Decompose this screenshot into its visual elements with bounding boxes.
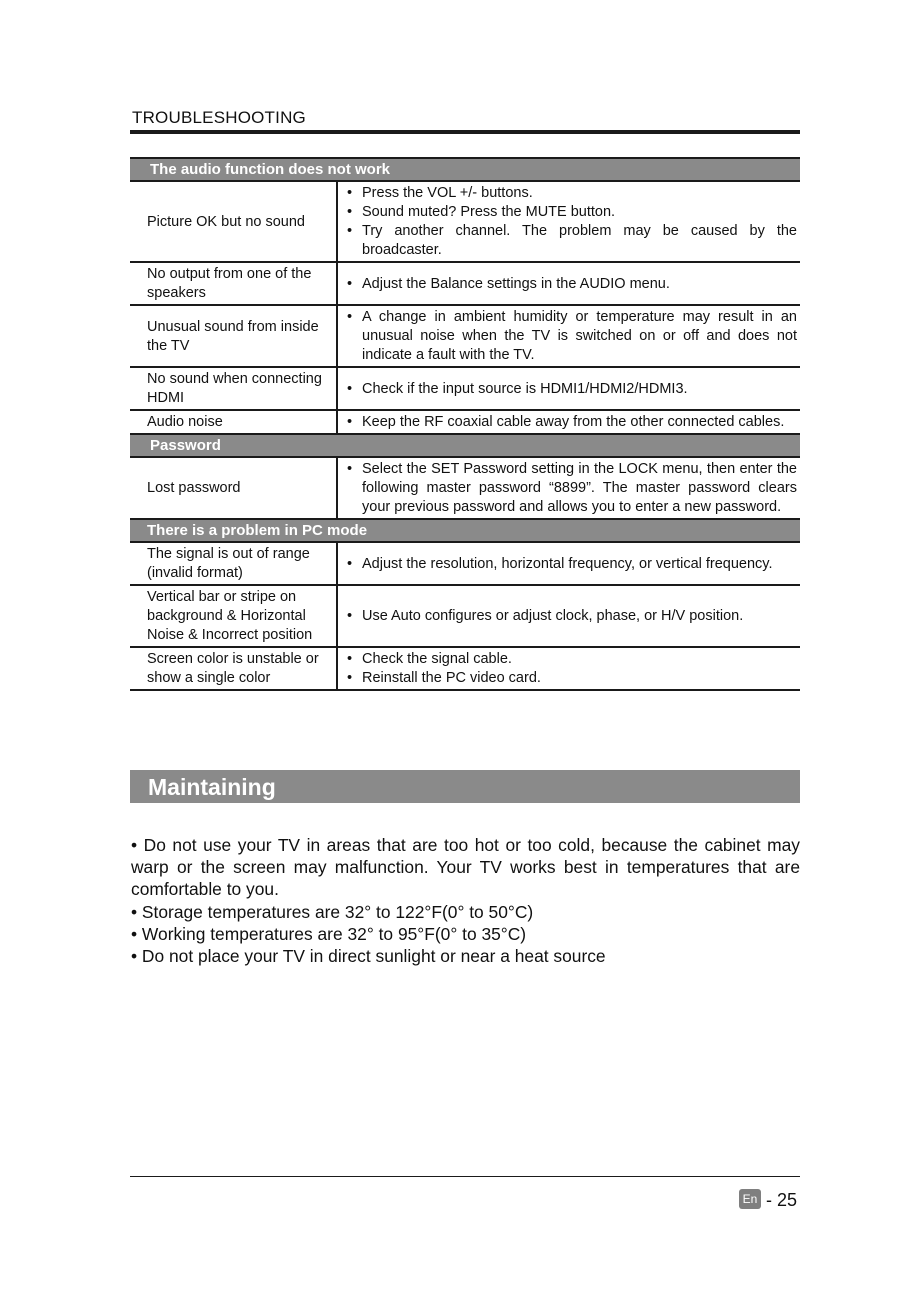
maintaining-header [130, 770, 800, 803]
solution-item: • Adjust the resolution, horizontal frequency, or vertical frequency. [344, 555, 797, 574]
solution-item: • Check the signal cable. [344, 650, 797, 669]
table-row [130, 457, 800, 519]
solution-item: • Check if the input source is HDMI1/HDMI2/HDMI3. [344, 380, 797, 399]
section-header-pc [130, 519, 800, 542]
section-title: Maintaining [148, 774, 276, 800]
solution-item: • Use Auto configures or adjust clock, phase, or H/V position. [344, 607, 797, 626]
table-row [130, 585, 800, 647]
solution-item: • Select the SET Password setting in the LOCK menu, then enter the following master password “8899”. The master password clears your previous password and allows you to enter a new password. [344, 460, 797, 517]
problem-cell: Vertical bar or stripe on background & Horizontal Noise & Incorrect position [130, 585, 337, 647]
page-title: TROUBLESHOOTING [132, 108, 306, 127]
problem-cell: Screen color is unstable or show a single color [130, 647, 337, 690]
title-divider [130, 130, 800, 134]
language-badge: En [739, 1189, 761, 1209]
problem-cell: No sound when connecting HDMI [130, 367, 337, 410]
problem-cell: The signal is out of range (invalid format) [130, 542, 337, 585]
solution-cell [337, 457, 800, 519]
problem-cell: Picture OK but no sound [130, 181, 337, 262]
table-row [130, 181, 800, 262]
page-number: - 25 [766, 1190, 798, 1210]
solution-cell [337, 410, 800, 434]
maintaining-bullet: • Working temperatures are 32° to 95°F(0° to 35°C) [131, 923, 527, 944]
section-header-audio [130, 158, 800, 181]
table-row [130, 542, 800, 585]
solution-item: • Keep the RF coaxial cable away from the other connected cables. [344, 413, 797, 432]
maintaining-bullet: • Storage temperatures are 32° to 122°F(0° to 50°C) [131, 901, 534, 922]
problem-cell: No output from one of the speakers [130, 262, 337, 305]
troubleshooting-table [130, 157, 800, 691]
table-row [130, 262, 800, 305]
solution-cell [337, 305, 800, 367]
table-row [130, 647, 800, 690]
solution-item: • Sound muted? Press the MUTE button. [344, 203, 797, 222]
solution-item: • Press the VOL +/- buttons. [344, 184, 797, 203]
section-title: Password [130, 434, 800, 457]
maintaining-body [131, 834, 800, 967]
maintaining-bullet: • Do not use your TV in areas that are too hot or too cold, because the cabinet may warp or the screen may malfunction. Your TV works best in temperatures that are comfortable to you. [131, 835, 800, 900]
table-row [130, 367, 800, 410]
solution-item: • A change in ambient humidity or temperature may result in an unusual noise when the TV is switched on or off and does not indicate a fault with the TV. [344, 308, 797, 365]
table-row [130, 305, 800, 367]
solution-item: • Try another channel. The problem may be caused by the broadcaster. [344, 222, 797, 260]
solution-cell [337, 647, 800, 690]
section-header-password [130, 434, 800, 457]
solution-cell [337, 585, 800, 647]
problem-cell: Lost password [130, 457, 337, 519]
problem-cell: Unusual sound from inside the TV [130, 305, 337, 367]
solution-cell [337, 367, 800, 410]
solution-cell [337, 262, 800, 305]
solution-item: • Adjust the Balance settings in the AUDIO menu. [344, 275, 797, 294]
section-title: The audio function does not work [130, 158, 800, 181]
solution-item: • Reinstall the PC video card. [344, 669, 797, 688]
footer-divider [130, 1176, 800, 1177]
solution-cell [337, 542, 800, 585]
table-row [130, 410, 800, 434]
problem-cell: Audio noise [130, 410, 337, 434]
section-title: There is a problem in PC mode [130, 519, 800, 542]
solution-cell [337, 181, 800, 262]
maintaining-bullet: • Do not place your TV in direct sunlight or near a heat source [131, 946, 606, 967]
